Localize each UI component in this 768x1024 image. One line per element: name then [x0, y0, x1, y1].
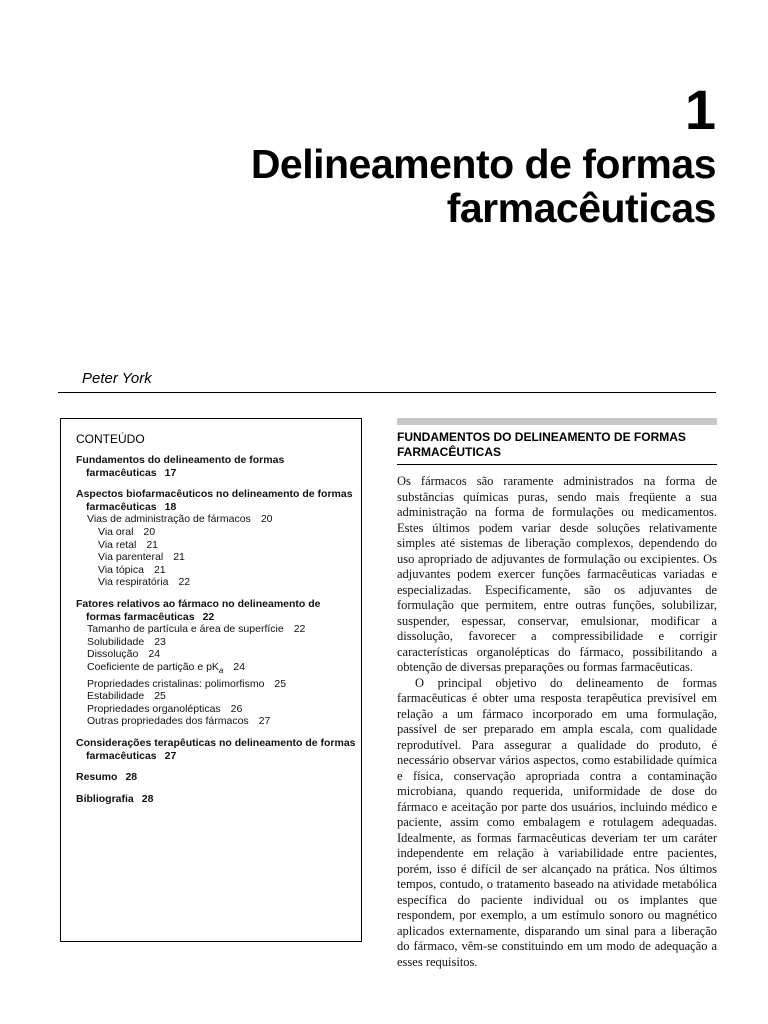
toc-entry — [76, 526, 356, 539]
chapter-title-line: farmacêuticas — [446, 185, 716, 231]
toc-entry-page: 21 — [153, 563, 166, 576]
toc-entry — [76, 488, 356, 513]
toc-entry-title: Propriedades organolépticas — [87, 702, 221, 715]
toc-entry — [76, 648, 356, 661]
section-heading: FUNDAMENTOS DO DELINEAMENTO DE FORMAS FARMACÊUTICAS — [397, 430, 686, 459]
toc-entry-page: 27 — [258, 715, 271, 728]
toc-entry — [76, 737, 356, 762]
toc-entry — [76, 564, 356, 577]
chapter-number: 1 — [684, 78, 716, 141]
toc-entry-page: 18 — [164, 500, 177, 513]
toc-entry-page: 24 — [148, 648, 161, 661]
toc-entry-page: 26 — [230, 702, 243, 715]
toc-entry-page: 17 — [164, 466, 177, 479]
toc-entry-page: 20 — [143, 525, 156, 538]
toc-entry-page: 21 — [173, 551, 185, 564]
toc-entry — [76, 636, 356, 649]
toc-entry — [76, 690, 356, 703]
body-text — [397, 474, 717, 970]
table-of-contents — [60, 418, 362, 942]
toc-entry — [76, 703, 356, 716]
toc-entry-title: Via respiratória — [98, 576, 169, 589]
toc-entry-title: Outras propriedades dos fármacos — [87, 715, 249, 728]
toc-entry-title: Bibliografia — [76, 792, 134, 805]
toc-entry-page: 25 — [274, 677, 287, 690]
toc-entry-page: 22 — [293, 623, 306, 636]
toc-entry — [76, 623, 356, 636]
toc-entry — [76, 678, 356, 691]
toc-entry — [76, 598, 356, 623]
section-divider — [397, 464, 717, 465]
toc-entry-title: Fundamentos do delineamento de formas farmacêuticas — [76, 454, 285, 479]
toc-entry-page: 28 — [125, 771, 138, 784]
chapter-title — [251, 142, 716, 230]
toc-entry-title: Fatores relativos ao fármaco no delineamento de formas farmacêuticas — [76, 597, 321, 623]
toc-entry-title: Resumo — [76, 771, 118, 784]
toc-entry — [76, 551, 356, 564]
toc-entry-page: 21 — [146, 538, 159, 551]
paragraph: O principal objetivo do delineamento de formas farmacêuticas é obter uma resposta terapêutica previsível em relação a um fármaco incorporado em uma formulação, passível de ser preparado em ampla escala, com qualidade reprodutível. Para assegurar a qualidade do produto, é necessário observar vários aspectos, como estabilidade química e física, conservação apropriada contra a contaminação microbiana, quando requerida, uniformidade de dose do fármaco e aceitação por parte dos usuários, incluindo médico e paciente, assim como embalagem e rotulagem adequadas. Idealmente, as formas farmacêuticas deveriam ter um caráter independente em relação à variabilidade entre pacientes, porém, isso é difícil de ser alcançado na prática. Nos últimos tempos, contudo, o tratamento baseado na atividade metabólica específica do paciente individual ou os implantes que respondem, por exemplo, a um estímulo sonoro ou magnético aplicados externamente, disparando um sinal para a liberação do fármaco, vêm-se constituindo em um modo de adequação a esses requisitos. — [397, 675, 717, 969]
toc-entry-title: Via tópica — [98, 563, 144, 576]
toc-entry — [76, 715, 356, 728]
toc-entry-title: Solubilidade — [87, 635, 145, 648]
toc-entry-title: Estabilidade — [87, 690, 145, 703]
toc-list — [76, 454, 356, 805]
toc-entry-title: Propriedades cristalinas: polimorfismo — [87, 677, 265, 690]
toc-heading: CONTEÚDO — [76, 432, 145, 446]
toc-entry-title: Coeficiente de partição e pK — [87, 660, 219, 673]
toc-entry-page: 27 — [164, 749, 177, 762]
toc-entry-page: 24 — [233, 660, 246, 673]
toc-entry-title: Via retal — [98, 538, 137, 551]
toc-entry-subscript: a — [218, 666, 224, 675]
toc-entry — [76, 771, 356, 784]
toc-entry-title: Considerações terapêuticas no delineamento de formas farmacêuticas — [76, 736, 356, 762]
toc-entry-title: Tamanho de partícula e área de superfície — [87, 623, 284, 636]
chapter-title-line: Delineamento de formas — [250, 141, 716, 187]
toc-entry — [76, 576, 356, 589]
toc-entry-page: 22 — [178, 576, 191, 589]
toc-entry-page: 20 — [260, 513, 273, 526]
toc-entry-title: Via parenteral — [98, 551, 164, 564]
toc-entry — [76, 539, 356, 552]
toc-entry-title: Via oral — [98, 525, 134, 538]
toc-entry — [76, 661, 356, 678]
toc-entry-title: Aspectos biofarmacêuticos no delineamento de formas farmacêuticas — [76, 488, 353, 513]
toc-entry-page: 25 — [154, 690, 166, 703]
section-bar — [397, 418, 717, 425]
toc-entry — [76, 793, 356, 806]
toc-entry-title: Vias de administração de fármacos — [87, 513, 251, 526]
toc-entry — [76, 454, 356, 479]
author-name: Peter York — [82, 370, 152, 387]
author-divider — [58, 392, 716, 393]
toc-entry — [76, 513, 356, 526]
toc-entry-page: 28 — [141, 792, 154, 805]
toc-entry-page: 22 — [202, 610, 215, 623]
toc-entry-page: 23 — [154, 635, 166, 648]
toc-entry-title: Dissolução — [87, 648, 139, 661]
paragraph: Os fármacos são raramente administrados na forma de substâncias químicas puras, sendo mais freqüente a sua administração na forma de formulações ou medicamentos. Estes últimos podem variar desde soluções relativamente simples até sistemas de liberação complexos, dependendo do uso apropriado de adjuvantes de formulação ou excipientes. Os adjuvantes podem exercer funções farmacêuticas variadas e especializadas. Especificamente, são os adjuvantes de formulação que permitem, entre outras funções, solubilizar, suspender, espessar, conservar, emulsionar, modificar a dissolução, favorecer a compressibilidade e corrigir características organolépticas do fármaco, possibilitando a obtenção de diversas preparações ou formas farmacêuticas. — [397, 474, 717, 674]
